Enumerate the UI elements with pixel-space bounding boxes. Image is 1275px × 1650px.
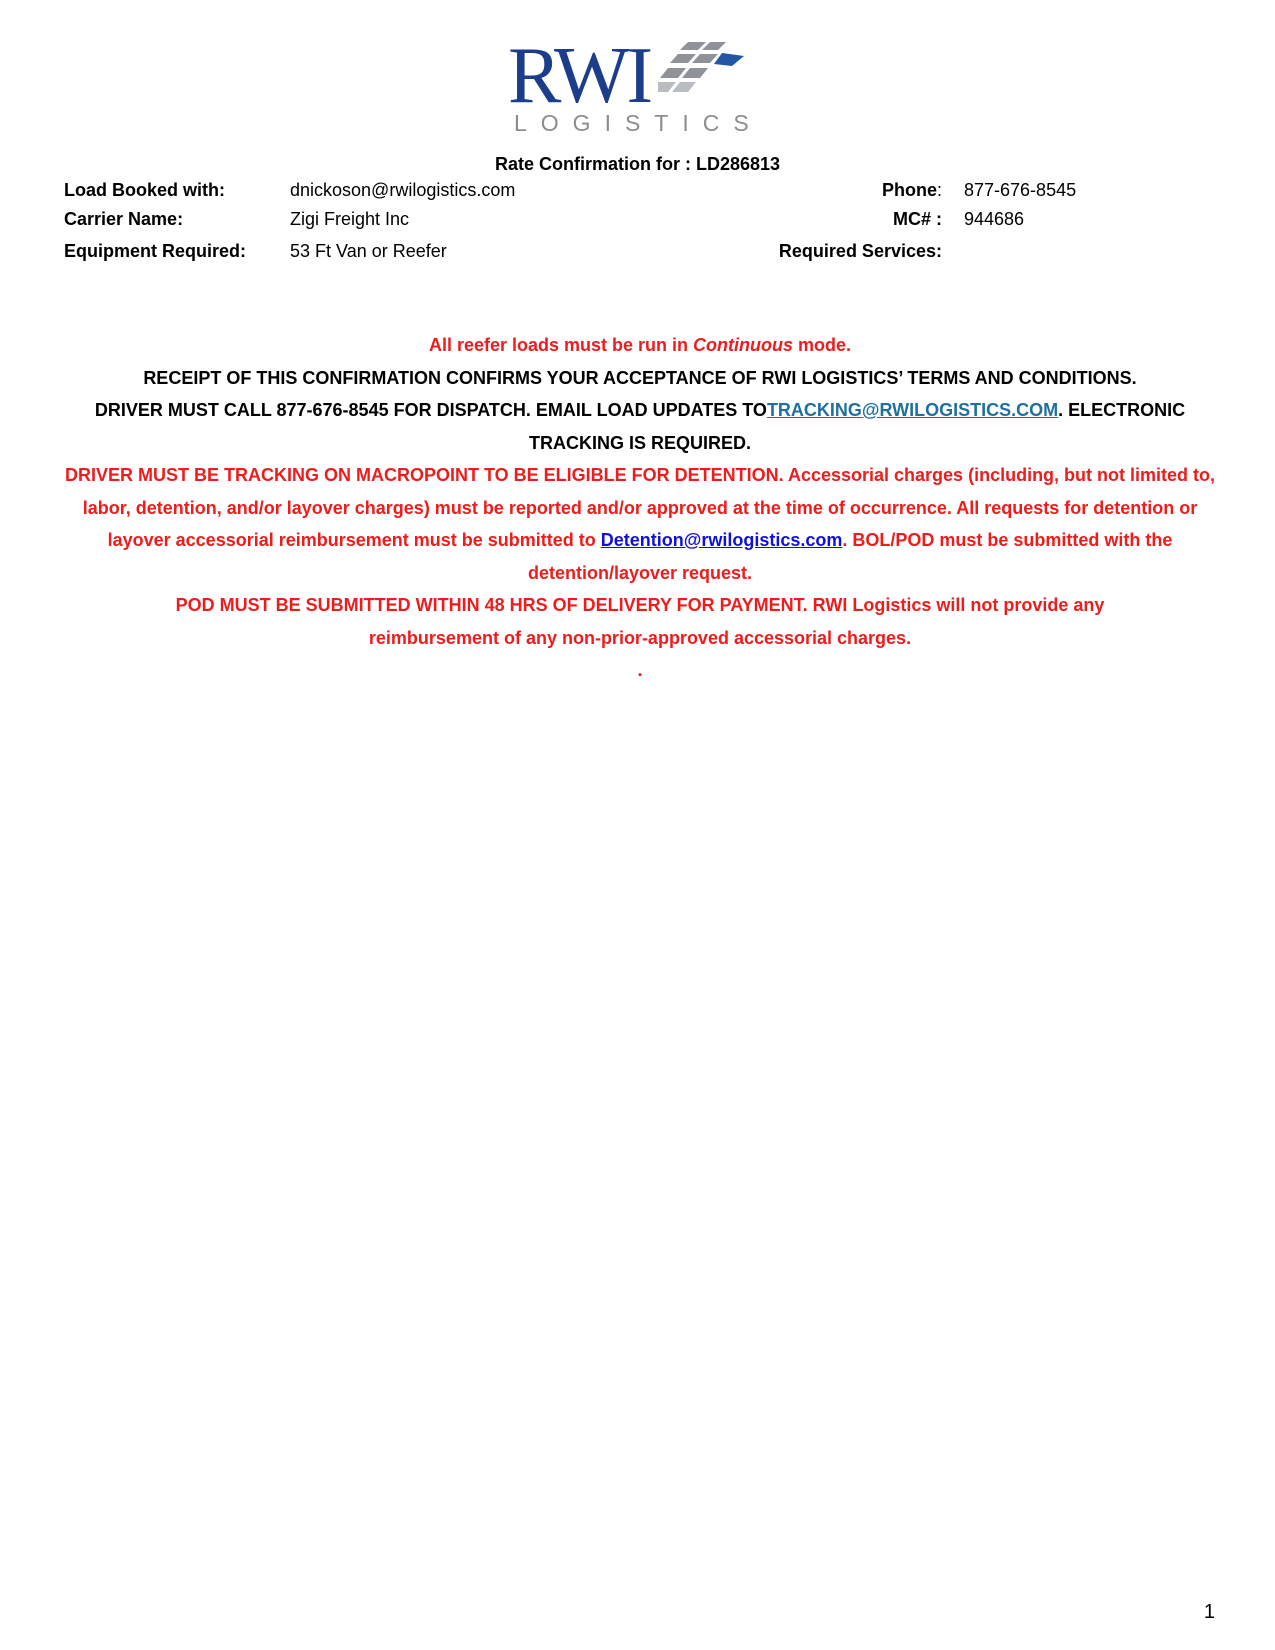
equipment-label: Equipment Required: — [64, 241, 247, 261]
detention-email-link[interactable]: Detention@rwilogistics.com — [600, 530, 843, 550]
mc-label: MC# : — [893, 209, 942, 229]
load-booked-value: dnickoson@rwilogistics.com — [290, 180, 516, 200]
logo-tiles-icon — [658, 40, 753, 100]
dispatch-notice-end: . ELECTRONIC TRACKING IS REQUIRED. — [528, 400, 1186, 453]
phone-colon: : — [936, 180, 942, 200]
logo-wordmark: RWI — [508, 32, 651, 120]
detention-notice-end: . BOL/POD must be submitted with the detention/layover request. — [527, 530, 1173, 583]
detention-notice-text: DRIVER MUST BE TRACKING ON MACROPOINT TO BE ELIGIBLE FOR DETENTION. Accessorial charges (including, but not limited to, labor, detention, and/or layover charges) must be reported and/or approved at the time of occurrence. All requests for detention or layover accessorial reimbursement must be submitted to — [64, 465, 1216, 550]
page-number: 1 — [1203, 1601, 1215, 1623]
phone-label: Phone — [881, 180, 937, 200]
required-services-label: Required Services: — [778, 241, 942, 261]
dispatch-notice — [60, 394, 1220, 459]
equipment-value: 53 Ft Van or Reefer — [290, 241, 447, 261]
pod-notice: POD MUST BE SUBMITTED WITHIN 48 HRS OF DELIVERY FOR PAYMENT. RWI Logistics will not provide any reimbursement of any non-prior-approved accessorial charges. — [175, 595, 1105, 648]
trailing-dot: . — [637, 660, 643, 680]
tracking-email-link[interactable]: TRACKING@RWILOGISTICS.COM — [766, 400, 1059, 420]
reefer-notice-text: All reefer loads must be run in — [428, 335, 694, 355]
reefer-mode: Continuous — [693, 335, 794, 355]
receipt-notice: RECEIPT OF THIS CONFIRMATION CONFIRMS YOUR ACCEPTANCE OF RWI LOGISTICS’ TERMS AND CONDITIONS. — [143, 367, 1137, 388]
phone-label-group — [882, 180, 942, 201]
dispatch-notice-text: DRIVER MUST CALL 877-676-8545 FOR DISPATCH. EMAIL LOAD UPDATES TO — [94, 400, 767, 420]
mc-value: 944686 — [964, 209, 1025, 229]
load-booked-label: Load Booked with: — [64, 180, 225, 200]
page-title: Rate Confirmation for : LD286813 — [494, 154, 781, 174]
reefer-notice-end: mode. — [793, 335, 852, 355]
phone-value: 877-676-8545 — [964, 180, 1077, 200]
logo-subtitle: LOGISTICS — [514, 110, 763, 136]
company-logo — [508, 32, 768, 136]
reefer-notice — [60, 329, 1220, 362]
carrier-name-value: Zigi Freight Inc — [290, 209, 410, 229]
detention-notice — [60, 459, 1220, 589]
notices-block — [60, 329, 1220, 687]
carrier-name-label: Carrier Name: — [64, 209, 184, 229]
